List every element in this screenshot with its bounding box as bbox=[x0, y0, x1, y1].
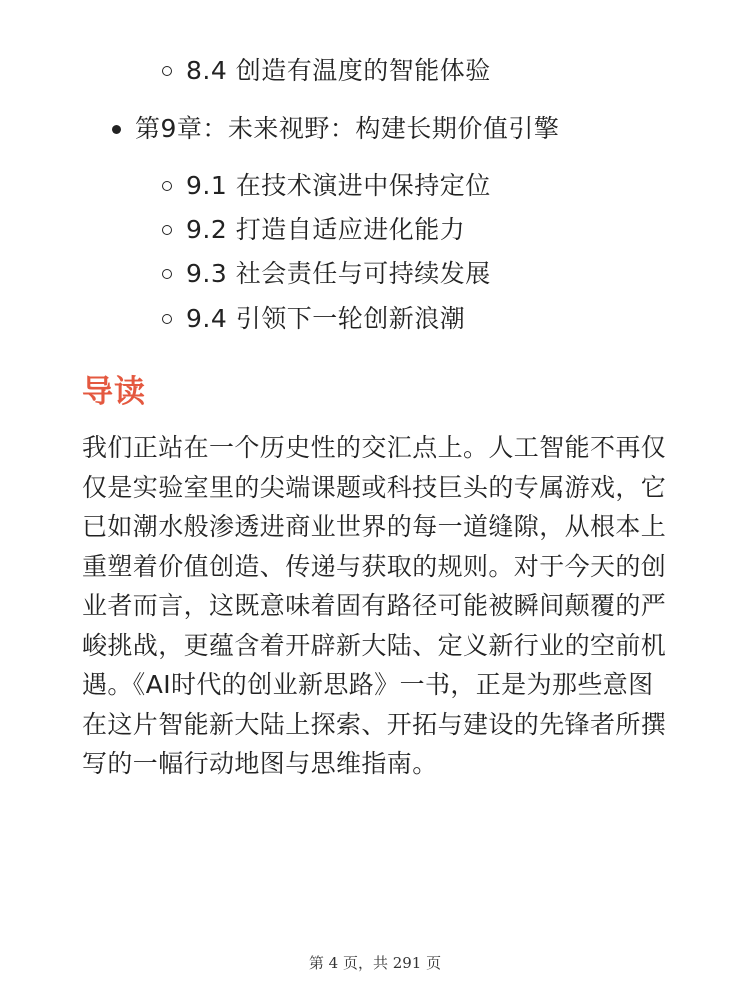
solid-bullet-icon bbox=[112, 125, 121, 134]
hollow-bullet-icon bbox=[162, 269, 172, 279]
toc-item-label: 9.3 社会责任与可持续发展 bbox=[186, 259, 491, 288]
toc-item-9-2[interactable] bbox=[162, 207, 465, 253]
toc-item-label: 9.4 引领下一轮创新浪潮 bbox=[186, 304, 466, 333]
hollow-bullet-icon bbox=[162, 314, 172, 324]
toc-item-9-1[interactable] bbox=[162, 163, 491, 209]
hollow-bullet-icon bbox=[162, 225, 172, 235]
toc-item-chapter-9[interactable] bbox=[112, 106, 559, 152]
toc-item-label: 9.1 在技术演进中保持定位 bbox=[186, 171, 491, 200]
hollow-bullet-icon bbox=[162, 66, 172, 76]
page-number-footer: 第 4 页，共 291 页 bbox=[308, 954, 442, 972]
toc-item-label: 8.4 创造有温度的智能体验 bbox=[186, 56, 491, 85]
toc-item-label: 第9章：未来视野：构建长期价值引擎 bbox=[135, 114, 560, 143]
section-heading: 导读 bbox=[82, 374, 146, 410]
intro-paragraph: 我们正站在一个历史性的交汇点上。人工智能不再仅仅是实验室里的尖端课题或科技巨头的专属游戏，它已如潮水般渗透进商业世界的每一道缝隙，从根本上重塑着价值创造、传递与获取的规则。对于今天的创业者而言，这既意味着固有路径可能被瞬间颠覆的严峻挑战，更蕴含着开辟新大陆、定义新行业的空前机遇。《AI时代的创业新思路》一书，正是为那些意图在这片智能新大陆上探索、开拓与建设的先锋者所撰写的一幅行动地图与思维指南。 bbox=[82, 433, 667, 778]
toc-item-9-4[interactable] bbox=[162, 296, 465, 342]
toc-item-8-4[interactable] bbox=[162, 48, 491, 94]
hollow-bullet-icon bbox=[162, 181, 172, 191]
toc-item-label: 9.2 打造自适应进化能力 bbox=[186, 215, 466, 244]
toc-item-9-3[interactable] bbox=[162, 251, 491, 297]
